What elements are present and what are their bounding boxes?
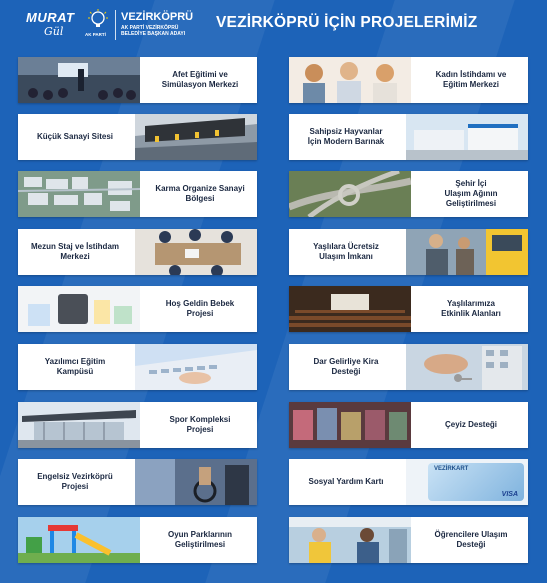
training-hall-image [18,57,140,103]
logo-name-top: MURAT [26,10,75,25]
project-label: Çeyiz Desteği [444,420,498,429]
project-card [289,114,528,160]
card-brand-text: VEZİRKART [434,466,469,472]
industrial-site-image [135,114,257,160]
project-card [289,402,528,448]
card-image [406,459,528,505]
project-card [289,286,528,332]
project-card [18,171,257,217]
project-label: Oyun Parklarının Geliştirilmesi [167,530,233,549]
project-label: Yaşlılara Ücretsiz Ulaşım İmkanı [313,242,379,261]
party-name: AK PARTİ [85,32,106,37]
logo-divider [115,10,116,40]
project-label: Dar Gelirliye Kira Desteği [313,357,379,376]
project-card [289,459,528,505]
student-bus-image [289,517,411,563]
project-label: Sosyal Yardım Kartı [308,477,384,486]
logo-name-bottom: Gül [44,25,64,38]
page-title: VEZİRKÖPRÜ İÇİN PROJELERİMİZ [216,14,478,31]
project-card [18,402,257,448]
shelter-building-image [406,114,528,160]
project-label: Mezun Staj ve İstihdam Merkezi [30,242,120,261]
visa-logo: VISA [501,491,518,498]
project-label: Afet Eğitimi ve Simülasyon Merkezi [161,70,239,89]
project-label: Küçük Sanayi Sitesi [36,132,114,141]
project-card [289,229,528,275]
project-label: Kadın İstihdamı ve Eğitim Merkezi [435,70,507,89]
project-card [289,171,528,217]
baby-kit-image [18,286,140,332]
project-card [18,229,257,275]
project-label: Hoş Geldin Bebek Projesi [165,299,235,318]
sports-complex-image [18,402,140,448]
project-card [289,344,528,390]
wheelchair-image [135,459,257,505]
project-card [18,286,257,332]
project-label: Engelsiz Vezirköprü Projesi [37,472,113,491]
party-bulb-icon [88,9,108,29]
elderly-bus-image [406,229,528,275]
project-card [18,57,257,103]
project-card [18,344,257,390]
keyboard-image [135,344,257,390]
meeting-table-image [135,229,257,275]
project-card [18,459,257,505]
project-label: Karma Organize Sanayi Bölgesi [155,184,245,203]
project-card [18,517,257,563]
project-label: Şehir İçi Ulaşım Ağının Geliştirilmesi [444,179,498,208]
project-card [289,517,528,563]
project-label: Yaşlılarımıza Etkinlik Alanları [441,299,501,318]
project-card [18,114,257,160]
trousseau-image [289,402,411,448]
project-card [289,57,528,103]
header [0,0,547,52]
playground-image [18,517,140,563]
project-label: Yazılımcı Eğitim Kampüsü [44,357,106,376]
candidate-line-1: AK PARTİ VEZİRKÖPRÜ [121,25,179,31]
project-label: Spor Kompleksi Projesi [169,415,231,434]
vezirkart-card [428,463,524,501]
city-name: VEZİRKÖPRÜ [121,11,194,23]
candidate-line-2: BELEDİYE BAŞKAN ADAYI [121,31,186,37]
house-keys-image [406,344,528,390]
auditorium-image [289,286,411,332]
industrial-zone-aerial-image [18,171,140,217]
project-label: Sahipsiz Hayvanlar İçin Modern Barınak [307,127,385,146]
road-junction-image [289,171,411,217]
project-label: Öğrencilere Ulaşım Desteği [434,530,508,549]
women-group-image [289,57,411,103]
